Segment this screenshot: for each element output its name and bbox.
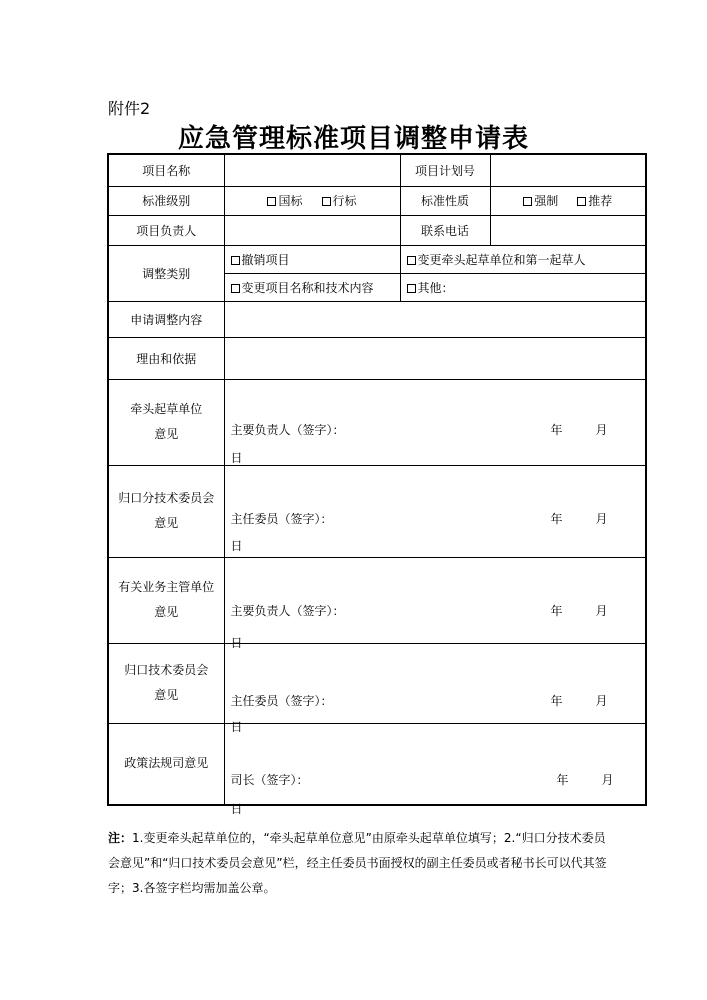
day-label: 日 — [230, 635, 243, 650]
adjust-other-option[interactable] — [400, 273, 646, 301]
phone-label: 联系电话 — [400, 215, 490, 245]
application-form — [107, 153, 647, 816]
nature-recommended-option[interactable] — [577, 192, 612, 209]
signer-label: 主任委员（签字）： — [230, 693, 333, 708]
month-label: 月 — [595, 603, 608, 618]
adjust-cancel-option[interactable] — [224, 245, 400, 273]
reason-field[interactable] — [224, 337, 646, 379]
opinion-label-line1: 归口分技术委员会 — [118, 491, 215, 505]
month-label: 月 — [595, 693, 608, 708]
nature-recommended-text: 推荐 — [588, 194, 613, 208]
adjust-change-lead-option[interactable] — [400, 245, 646, 273]
month-label: 月 — [595, 511, 608, 526]
checkbox-icon[interactable] — [523, 197, 532, 206]
tech-committee-opinion-field[interactable] — [224, 643, 646, 734]
year-label: 年 — [550, 511, 563, 526]
level-industry-option[interactable] — [322, 192, 357, 209]
signer-label: 主要负责人（签字）： — [230, 422, 345, 437]
signer-label: 主任委员（签字）： — [230, 511, 333, 526]
tech-committee-opinion-label — [108, 643, 224, 723]
nature-mandatory-text: 强制 — [534, 194, 559, 208]
adjust-change-name-option[interactable] — [224, 273, 400, 301]
opinion-label-line1: 牵头起草单位 — [130, 402, 203, 416]
day-label: 日 — [230, 801, 243, 816]
standard-level-options — [224, 186, 400, 215]
opinion-label-line1: 政策法规司意见 — [124, 756, 209, 771]
level-industry-text: 行标 — [332, 194, 357, 208]
standard-nature-options — [490, 186, 646, 215]
sub-committee-opinion-field[interactable] — [224, 465, 646, 557]
policy-dept-opinion-label — [108, 723, 224, 805]
opinion-label-line2: 意见 — [154, 605, 179, 619]
footnotes — [108, 826, 608, 901]
project-plan-no-field[interactable] — [490, 154, 646, 186]
notes-text: 1.变更牵头起草单位的，“牵头起草单位意见”由原牵头起草单位填写；2.“归口分技术委员会意见”和“归口技术委员会意见”栏，经主任委员书面授权的副主任委员或者秘书长可以代其签字；3.各签字栏均需加盖公章。 — [108, 831, 607, 895]
opinion-label-line1: 有关业务主管单位 — [118, 580, 215, 594]
notes-prefix: 注： — [108, 831, 133, 845]
signer-label: 主要负责人（签字）： — [230, 603, 345, 618]
adjust-change-lead-text: 变更牵头起草单位和第一起草人 — [417, 252, 586, 267]
day-label: 日 — [230, 538, 243, 553]
year-label: 年 — [550, 603, 563, 618]
standard-nature-label: 标准性质 — [400, 186, 490, 215]
apply-content-field[interactable] — [224, 301, 646, 337]
sub-committee-opinion-label — [108, 465, 224, 557]
opinion-label-line2: 意见 — [154, 688, 179, 702]
project-name-label: 项目名称 — [108, 154, 224, 186]
form-title: 应急管理标准项目调整申请表 — [177, 124, 529, 154]
year-label: 年 — [550, 693, 563, 708]
phone-field[interactable] — [490, 215, 646, 245]
adjust-type-label: 调整类别 — [108, 245, 224, 301]
day-label: 日 — [230, 450, 243, 465]
apply-content-label: 申请调整内容 — [108, 301, 224, 337]
opinion-label-line2: 意见 — [154, 516, 179, 530]
checkbox-icon[interactable] — [407, 256, 416, 265]
checkbox-icon[interactable] — [577, 197, 586, 206]
level-national-option[interactable] — [267, 192, 302, 209]
lead-unit-opinion-label — [108, 379, 224, 465]
checkbox-icon[interactable] — [231, 256, 240, 265]
checkbox-icon[interactable] — [267, 197, 276, 206]
level-national-text: 国标 — [278, 194, 303, 208]
checkbox-icon[interactable] — [407, 284, 416, 293]
checkbox-icon[interactable] — [231, 284, 240, 293]
opinion-label-line1: 归口技术委员会 — [124, 663, 209, 677]
lead-unit-opinion-field[interactable] — [224, 379, 646, 465]
checkbox-icon[interactable] — [322, 197, 331, 206]
month-label: 月 — [601, 772, 614, 787]
competent-unit-opinion-label — [108, 557, 224, 643]
adjust-change-name-text: 变更项目名称和技术内容 — [241, 280, 374, 295]
adjust-cancel-text: 撤销项目 — [241, 252, 290, 267]
nature-mandatory-option[interactable] — [523, 192, 558, 209]
attachment-label: 附件2 — [108, 99, 151, 118]
project-lead-field[interactable] — [224, 215, 400, 245]
day-label: 日 — [230, 719, 243, 734]
competent-unit-opinion-field[interactable] — [224, 557, 646, 650]
year-label: 年 — [550, 422, 563, 437]
project-name-field[interactable] — [224, 154, 400, 186]
opinion-label-line2: 意见 — [154, 427, 179, 441]
reason-label: 理由和依据 — [108, 337, 224, 379]
signer-label: 司长（签字）： — [230, 772, 309, 787]
month-label: 月 — [595, 422, 608, 437]
year-label: 年 — [556, 772, 569, 787]
standard-level-label: 标准级别 — [108, 186, 224, 215]
policy-dept-opinion-field[interactable] — [224, 723, 646, 816]
project-lead-label: 项目负责人 — [108, 215, 224, 245]
adjust-other-text: 其他： — [417, 280, 454, 295]
project-plan-no-label: 项目计划号 — [400, 154, 490, 186]
